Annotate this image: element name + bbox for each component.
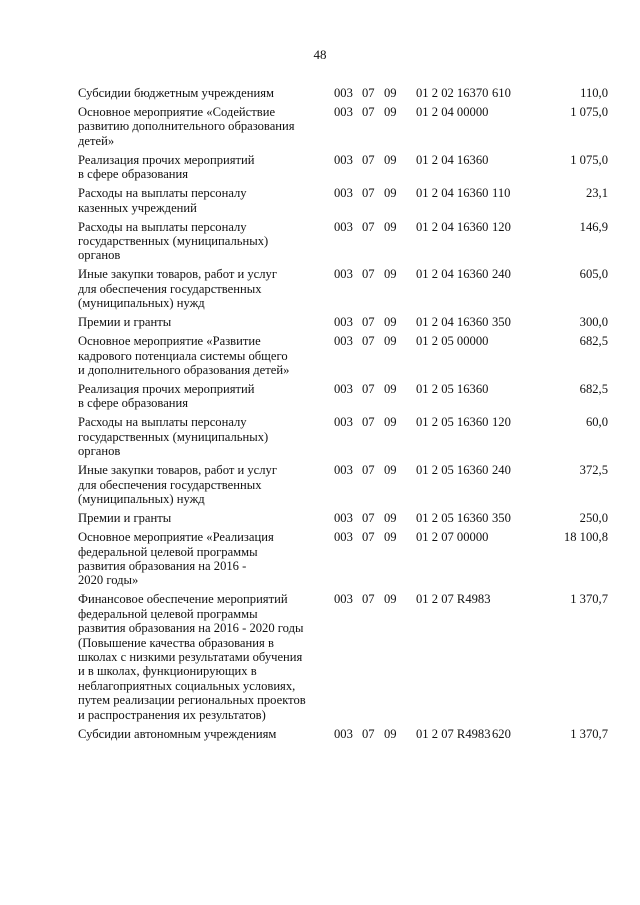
ministry-code: 003 xyxy=(334,415,353,430)
expense-name-line: Премии и гранты xyxy=(78,511,172,526)
section-code: 07 xyxy=(362,152,375,167)
expense-type-code xyxy=(492,592,532,726)
expense-name-line: (муниципальных) нужд xyxy=(78,492,205,507)
expense-type-code: 620 xyxy=(492,726,511,741)
section-code: 07 xyxy=(362,105,375,119)
expense-type-code xyxy=(492,382,532,415)
expense-name-line: государственных (муниципальных) xyxy=(78,429,269,444)
expense-type-code xyxy=(492,153,532,186)
section-code: 07 xyxy=(362,511,375,526)
amount: 250,0 xyxy=(579,511,608,526)
target-article-code: 01 2 05 16360 xyxy=(416,511,489,526)
expense-name-line: неблагоприятных социальных условиях, xyxy=(78,678,296,693)
amount: 60,0 xyxy=(585,415,608,430)
expense-name-line: и распространения их результатов) xyxy=(78,707,266,722)
expense-name-line: развитию дополнительного образования xyxy=(78,119,295,134)
expense-type-code: 240 xyxy=(492,463,511,478)
expense-type-code xyxy=(492,334,532,382)
table-row xyxy=(78,382,608,415)
ministry-code: 003 xyxy=(334,726,353,741)
table-row xyxy=(78,592,608,726)
target-article-code: 01 2 04 16360 xyxy=(416,267,489,282)
expense-name-line: Премии и гранты xyxy=(78,315,172,330)
table-row xyxy=(78,334,608,382)
amount: 18 100,8 xyxy=(563,530,608,545)
expense-name-line: органов xyxy=(78,248,121,263)
expense-name-line: Основное мероприятие «Содействие xyxy=(78,105,276,119)
amount: 23,1 xyxy=(585,186,608,201)
target-article-code: 01 2 02 16370 xyxy=(416,86,489,100)
ministry-code: 003 xyxy=(334,219,353,234)
section-code: 07 xyxy=(362,186,375,201)
table-row xyxy=(78,315,608,334)
amount: 110,0 xyxy=(580,86,608,100)
amount: 682,5 xyxy=(579,382,608,397)
budget-table xyxy=(78,86,608,746)
expense-name-line: школах с низкими результатами обучения xyxy=(78,649,303,664)
expense-name-line: (Повышение качества образования в xyxy=(78,635,274,650)
table-row xyxy=(78,220,608,268)
ministry-code: 003 xyxy=(334,382,353,397)
expense-name xyxy=(78,153,326,186)
target-article-code: 01 2 05 16360 xyxy=(416,463,489,478)
expense-type-code xyxy=(492,530,532,592)
amount: 682,5 xyxy=(579,334,608,349)
table-row xyxy=(78,186,608,219)
amount: 300,0 xyxy=(579,315,608,330)
subsection-code: 09 xyxy=(384,334,397,349)
expense-name-line: органов xyxy=(78,444,121,459)
expense-name-line: 2020 годы» xyxy=(78,573,139,588)
expense-name-line: Реализация прочих мероприятий xyxy=(78,152,255,167)
subsection-code: 09 xyxy=(384,726,397,741)
expense-name-line: и дополнительного образования детей» xyxy=(78,363,290,378)
expense-name xyxy=(78,415,326,463)
ministry-code: 003 xyxy=(334,186,353,201)
ministry-code: 003 xyxy=(334,530,353,545)
expense-name-line: Финансовое обеспечение мероприятий xyxy=(78,592,288,607)
subsection-code: 09 xyxy=(384,219,397,234)
expense-type-code: 350 xyxy=(492,511,511,526)
expense-type-code: 120 xyxy=(492,219,511,234)
expense-name xyxy=(78,334,326,382)
ministry-code: 003 xyxy=(334,86,353,100)
expense-name xyxy=(78,382,326,415)
ministry-code: 003 xyxy=(334,105,353,119)
expense-name-line: детей» xyxy=(78,133,115,148)
amount: 1 075,0 xyxy=(570,105,608,119)
expense-name-line: в сфере образования xyxy=(78,396,189,411)
section-code: 07 xyxy=(362,530,375,545)
section-code: 07 xyxy=(362,267,375,282)
expense-name xyxy=(78,105,326,153)
budget-rows xyxy=(78,86,608,746)
expense-name-line: путем реализации региональных проектов xyxy=(78,693,306,708)
subsection-code: 09 xyxy=(384,415,397,430)
target-article-code: 01 2 04 16360 xyxy=(416,315,489,330)
expense-type-code xyxy=(492,105,532,153)
page-number: 48 xyxy=(313,47,327,62)
target-article-code: 01 2 04 16360 xyxy=(416,152,489,167)
expense-name-line: Основное мероприятие «Развитие xyxy=(78,334,261,349)
ministry-code: 003 xyxy=(334,334,353,349)
expense-name-line: Реализация прочих мероприятий xyxy=(78,382,255,397)
expense-name-line: Расходы на выплаты персоналу xyxy=(78,219,247,234)
target-article-code: 01 2 05 00000 xyxy=(416,334,489,349)
expense-name-line: (муниципальных) нужд xyxy=(78,296,205,311)
table-row xyxy=(78,463,608,511)
ministry-code: 003 xyxy=(334,511,353,526)
subsection-code: 09 xyxy=(384,463,397,478)
expense-name-line: Субсидии автономным учреждениям xyxy=(78,726,277,741)
section-code: 07 xyxy=(362,334,375,349)
expense-name xyxy=(78,220,326,268)
table-row xyxy=(78,105,608,153)
expense-name xyxy=(78,86,326,105)
section-code: 07 xyxy=(362,315,375,330)
target-article-code: 01 2 07 00000 xyxy=(416,530,489,545)
amount: 1 370,7 xyxy=(570,726,608,741)
expense-name-line: федеральной целевой программы xyxy=(78,606,258,621)
target-article-code: 01 2 04 16360 xyxy=(416,186,489,201)
expense-name-line: Расходы на выплаты персоналу xyxy=(78,415,247,430)
ministry-code: 003 xyxy=(334,315,353,330)
section-code: 07 xyxy=(362,219,375,234)
expense-name-line: для обеспечения государственных xyxy=(78,477,262,492)
table-row xyxy=(78,530,608,592)
amount: 605,0 xyxy=(579,267,608,282)
subsection-code: 09 xyxy=(384,315,397,330)
expense-name-line: Основное мероприятие «Реализация xyxy=(78,530,274,545)
section-code: 07 xyxy=(362,463,375,478)
ministry-code: 003 xyxy=(334,592,353,607)
table-row xyxy=(78,86,608,105)
table-row xyxy=(78,267,608,315)
section-code: 07 xyxy=(362,382,375,397)
ministry-code: 003 xyxy=(334,152,353,167)
subsection-code: 09 xyxy=(384,152,397,167)
table-row xyxy=(78,511,608,530)
ministry-code: 003 xyxy=(334,463,353,478)
expense-name-line: развития образования на 2016 - xyxy=(78,558,247,573)
expense-name xyxy=(78,186,326,219)
expense-name-line: государственных (муниципальных) xyxy=(78,234,269,249)
table-row xyxy=(78,153,608,186)
target-article-code: 01 2 04 16360 xyxy=(416,219,489,234)
expense-name xyxy=(78,727,326,746)
target-article-code: 01 2 07 R4983 xyxy=(416,726,491,741)
expense-name xyxy=(78,511,326,530)
target-article-code: 01 2 05 16360 xyxy=(416,415,489,430)
amount: 1 370,7 xyxy=(570,592,608,607)
section-code: 07 xyxy=(362,726,375,741)
subsection-code: 09 xyxy=(384,186,397,201)
expense-name xyxy=(78,530,326,592)
target-article-code: 01 2 07 R4983 xyxy=(416,592,491,607)
subsection-code: 09 xyxy=(384,267,397,282)
expense-name-line: Иные закупки товаров, работ и услуг xyxy=(78,463,278,478)
expense-type-code: 610 xyxy=(492,86,511,100)
expense-name-line: Расходы на выплаты персоналу xyxy=(78,186,247,201)
amount: 146,9 xyxy=(579,219,608,234)
expense-type-code: 120 xyxy=(492,415,511,430)
amount: 372,5 xyxy=(579,463,608,478)
section-code: 07 xyxy=(362,86,375,100)
expense-name xyxy=(78,592,326,726)
expense-name-line: для обеспечения государственных xyxy=(78,281,262,296)
expense-name xyxy=(78,463,326,511)
target-article-code: 01 2 04 00000 xyxy=(416,105,489,119)
expense-name xyxy=(78,267,326,315)
table-row xyxy=(78,415,608,463)
expense-type-code: 110 xyxy=(492,186,511,201)
subsection-code: 09 xyxy=(384,530,397,545)
expense-name-line: Иные закупки товаров, работ и услуг xyxy=(78,267,278,282)
expense-name-line: кадрового потенциала системы общего xyxy=(78,348,288,363)
section-code: 07 xyxy=(362,415,375,430)
subsection-code: 09 xyxy=(384,86,397,100)
expense-name-line: развития образования на 2016 - 2020 годы xyxy=(78,621,304,636)
amount: 1 075,0 xyxy=(570,152,608,167)
subsection-code: 09 xyxy=(384,511,397,526)
table-row xyxy=(78,727,608,746)
expense-type-code: 240 xyxy=(492,267,511,282)
section-code: 07 xyxy=(362,592,375,607)
expense-name-line: казенных учреждений xyxy=(78,200,197,215)
expense-name-line: федеральной целевой программы xyxy=(78,544,258,559)
expense-name-line: Субсидии бюджетным учреждениям xyxy=(78,86,274,100)
expense-name xyxy=(78,315,326,334)
subsection-code: 09 xyxy=(384,592,397,607)
expense-name-line: в сфере образования xyxy=(78,167,189,182)
expense-name-line: и в школах, функционирующих в xyxy=(78,664,257,679)
expense-type-code: 350 xyxy=(492,315,511,330)
target-article-code: 01 2 05 16360 xyxy=(416,382,489,397)
subsection-code: 09 xyxy=(384,105,397,119)
ministry-code: 003 xyxy=(334,267,353,282)
subsection-code: 09 xyxy=(384,382,397,397)
